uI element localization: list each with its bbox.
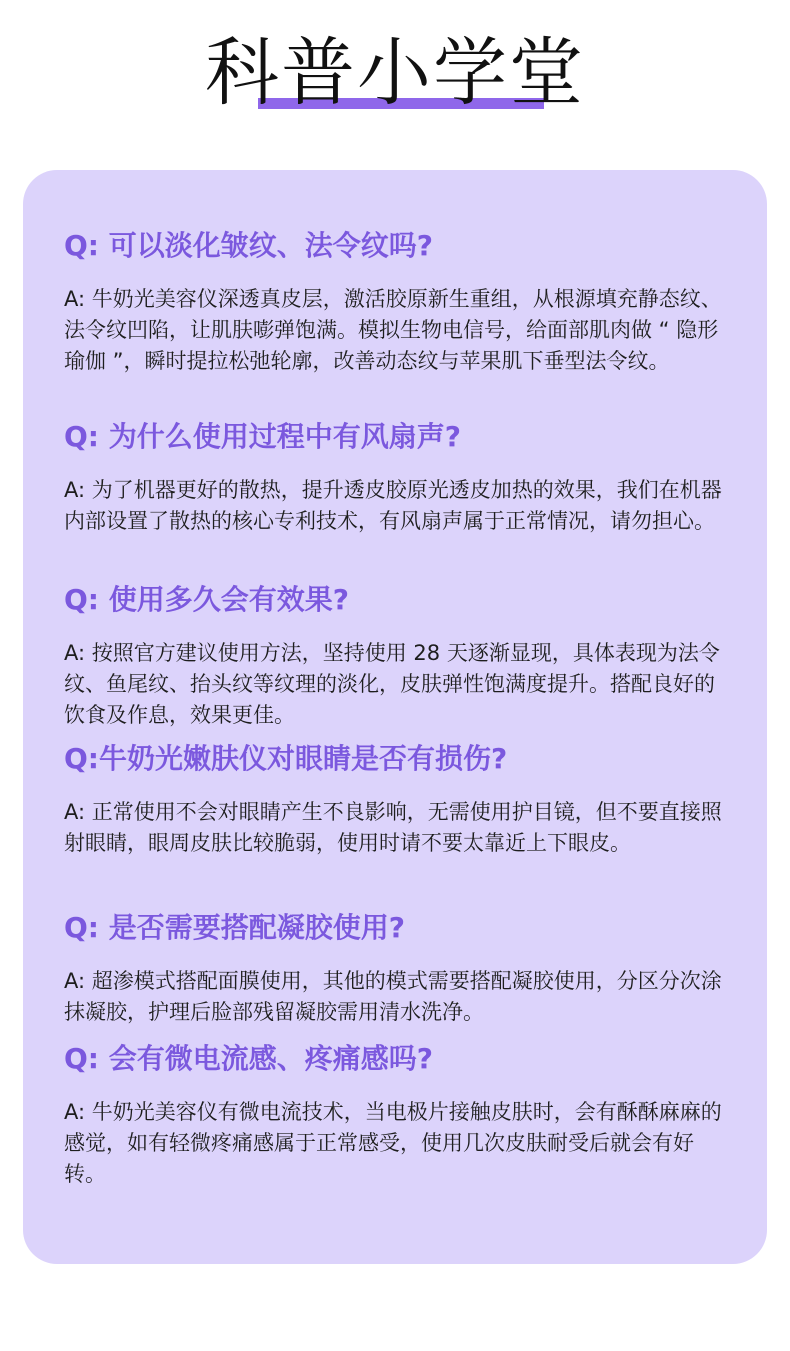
faq-item	[64, 228, 724, 377]
faq-question: Q:牛奶光嫩肤仪对眼睛是否有损伤?	[64, 742, 508, 775]
page-header	[0, 30, 790, 116]
faq-question: Q: 是否需要搭配凝胶使用?	[64, 911, 405, 944]
page-title: 科普小学堂	[205, 30, 585, 116]
faq-answer: A: 正常使用不会对眼睛产生不良影响，无需使用护目镜，但不要直接照射眼睛，眼周皮肤比较脆弱，使用时请不要太靠近上下眼皮。	[64, 800, 722, 855]
faq-question: Q: 为什么使用过程中有风扇声?	[64, 420, 461, 453]
faq-question: Q: 可以淡化皱纹、法令纹吗?	[64, 229, 433, 262]
faq-item	[64, 1041, 724, 1190]
faq-item	[64, 741, 724, 859]
faq-item	[64, 419, 724, 537]
faq-question: Q: 会有微电流感、疼痛感吗?	[64, 1042, 433, 1075]
faq-answer: A: 牛奶光美容仪有微电流技术，当电极片接触皮肤时，会有酥酥麻麻的感觉，如有轻微疼痛感属于正常感受，使用几次皮肤耐受后就会有好转。	[64, 1100, 722, 1186]
faq-item	[64, 910, 724, 1028]
faq-answer: A: 超渗模式搭配面膜使用，其他的模式需要搭配凝胶使用，分区分次涂抹凝胶，护理后脸部残留凝胶需用清水洗净。	[64, 969, 722, 1024]
faq-answer: A: 牛奶光美容仪深透真皮层，激活胶原新生重组，从根源填充静态纹、法令纹凹陷，让肌肤嘭弹饱满。模拟生物电信号，给面部肌肉做 “ 隐形瑜伽 ”，瞬时提拉松弛轮廓，改善动态纹与苹果肌下垂型法令纹。	[64, 287, 722, 373]
faq-item	[64, 582, 724, 731]
faq-answer: A: 为了机器更好的散热，提升透皮胶原光透皮加热的效果，我们在机器内部设置了散热的核心专利技术，有风扇声属于正常情况，请勿担心。	[64, 478, 722, 533]
faq-answer: A: 按照官方建议使用方法，坚持使用 28 天逐渐显现，具体表现为法令纹、鱼尾纹、抬头纹等纹理的淡化，皮肤弹性饱满度提升。搭配良好的饮食及作息，效果更佳。	[64, 641, 720, 727]
faq-question: Q: 使用多久会有效果?	[64, 583, 349, 616]
faq-card	[23, 170, 767, 1264]
